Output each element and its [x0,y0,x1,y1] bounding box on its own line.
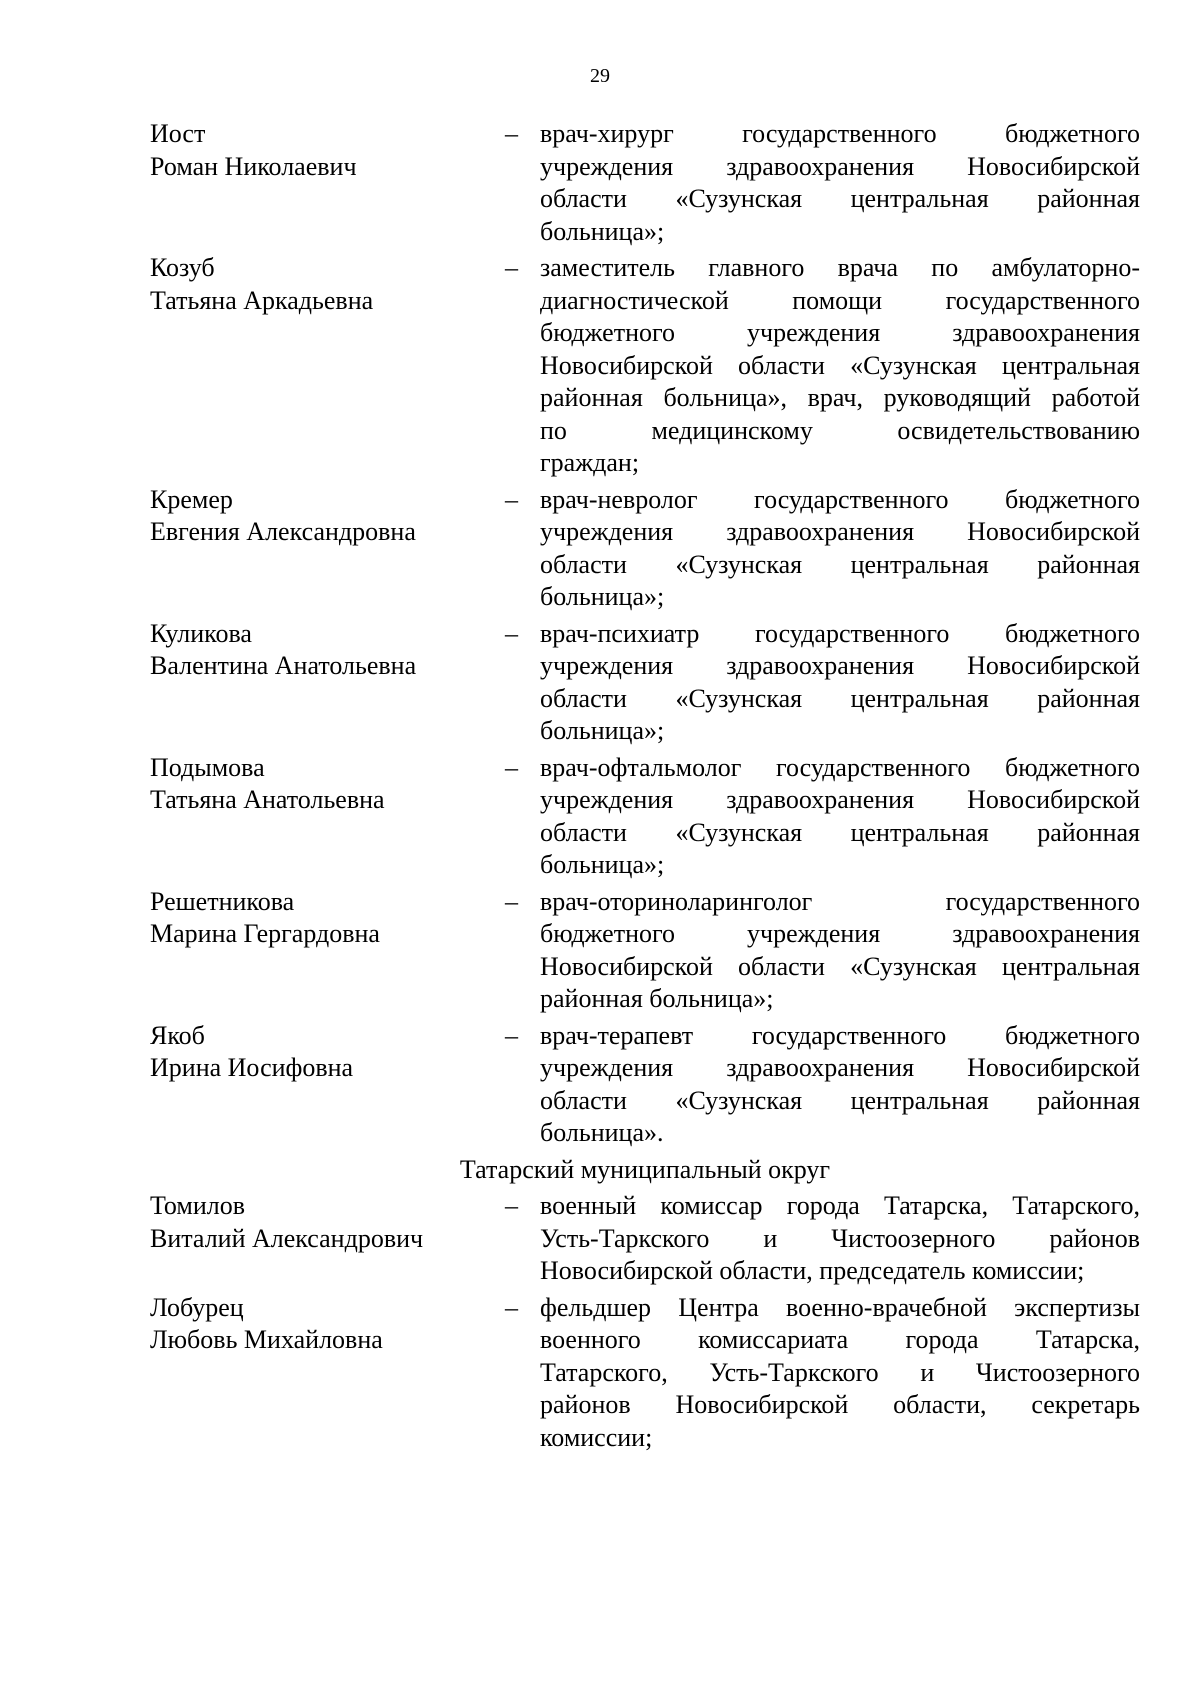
position-line: области «Сузунская центральная районная [540,184,1140,213]
position-line: комиссии; [540,1422,653,1452]
position-line: районов Новосибирской области, секретарь [540,1390,1140,1419]
member-surname: Кремер [150,484,233,514]
position-line: Усть-Таркского и Чистоозерного районов [540,1223,1140,1253]
member-name [150,618,505,748]
member-position [540,118,1140,248]
member-surname: Решетникова [150,886,295,916]
dash-separator: – [505,1292,518,1322]
position-line: Татарского, Усть-Таркского и Чистоозерного [540,1357,1140,1387]
position-line: больница»; [540,216,665,246]
position-line: военный комиссар города Татарска, Татарского, [540,1191,1140,1220]
position-line: врач-невролог государственного бюджетного [540,484,1140,514]
position-line: учреждения здравоохранения Новосибирской [540,517,1140,546]
dash-separator: – [505,119,518,148]
member-name [150,886,505,1016]
position-line: военного комиссариата города Татарска, [540,1325,1140,1354]
position-line: Новосибирской области «Сузунская центральная [540,951,1140,981]
member-entry [150,1020,1140,1150]
position-line: Новосибирской области, председатель комиссии; [540,1256,1085,1285]
position-line: области «Сузунская центральная районная [540,549,1140,579]
member-name [150,484,505,614]
position-line: учреждения здравоохранения Новосибирской [540,785,1140,814]
position-line: районная больница», врач, руководящий работой [540,383,1140,412]
page-number: 29 [590,65,610,87]
position-line: граждан; [540,448,640,477]
dash-separator: – [505,253,518,282]
member-given-names: Ирина Иосифовна [150,1053,354,1082]
member-entry [150,886,1140,1016]
position-line: больница»; [540,716,665,745]
member-position [540,1020,1140,1150]
dash-separator: – [505,484,518,514]
member-entry [150,618,1140,748]
member-position [540,484,1140,614]
member-given-names: Марина Гергардовна [150,919,380,948]
member-given-names: Роман Николаевич [150,151,357,181]
member-given-names: Валентина Анатольевна [150,651,417,680]
position-line: учреждения здравоохранения Новосибирской [540,151,1140,181]
member-surname: Куликова [150,618,252,648]
position-line: заместитель главного врача по амбулаторно- [540,253,1140,282]
position-line: больница»; [540,850,665,879]
member-position [540,618,1140,748]
member-given-names: Виталий Александрович [150,1223,424,1253]
member-entry [150,118,1140,248]
member-position [540,1190,1140,1288]
member-name [150,118,505,248]
section-heading: Татарский муниципальный округ [459,1154,831,1184]
position-line: диагностической помощи государственного [540,285,1140,315]
position-line: больница». [540,1118,664,1147]
position-line: врач-психиатр государственного бюджетного [540,618,1140,648]
position-line: врач-оториноларинголог государственного [540,886,1140,916]
member-name [150,1292,505,1455]
member-surname: Якоб [150,1020,205,1050]
position-line: учреждения здравоохранения Новосибирской [540,1053,1140,1082]
member-surname: Подымова [150,752,265,782]
member-surname: Томилов [150,1191,246,1220]
member-position [540,886,1140,1016]
position-line: районная больница»; [540,984,774,1013]
member-position [540,1292,1140,1455]
dash-separator: – [505,618,518,648]
position-line: больница»; [540,582,665,611]
position-line: Новосибирской области «Сузунская центральная [540,350,1140,380]
dash-separator: – [505,752,518,782]
member-entry [150,1292,1140,1455]
member-name [150,1190,505,1288]
position-line: бюджетного учреждения здравоохранения [540,919,1140,948]
position-line: врач-офтальмолог государственного бюджетного [540,752,1140,782]
member-given-names: Любовь Михайловна [150,1325,383,1354]
member-position [540,752,1140,882]
member-entry [150,484,1140,614]
member-given-names: Татьяна Анатольевна [150,785,385,814]
member-surname: Козуб [150,253,215,282]
member-entry [150,252,1140,480]
member-given-names: Евгения Александровна [150,517,416,546]
commission-member-list [150,118,1140,1150]
position-line: области «Сузунская центральная районная [540,683,1140,713]
position-line: врач-хирург государственного бюджетного [540,119,1140,148]
position-line: области «Сузунская центральная районная [540,817,1140,847]
dash-separator: – [505,886,518,916]
member-name [150,1020,505,1150]
member-name [150,752,505,882]
position-line: фельдшер Центра военно-врачебной экспертизы [540,1292,1140,1322]
commission-member-list-tatarsky [150,1190,1140,1454]
position-line: по медицинскому освидетельствованию [540,415,1140,445]
position-line: учреждения здравоохранения Новосибирской [540,651,1140,680]
member-surname: Лобурец [150,1292,244,1322]
member-entry [150,752,1140,882]
member-given-names: Татьяна Аркадьевна [150,285,374,315]
member-position [540,252,1140,480]
member-entry [150,1190,1140,1288]
position-line: врач-терапевт государственного бюджетного [540,1020,1140,1050]
document-body [150,118,1140,1458]
member-name [150,252,505,480]
member-surname: Иост [150,119,206,148]
position-line: области «Сузунская центральная районная [540,1085,1140,1115]
dash-separator: – [505,1020,518,1050]
position-line: бюджетного учреждения здравоохранения [540,318,1140,347]
dash-separator: – [505,1191,518,1220]
